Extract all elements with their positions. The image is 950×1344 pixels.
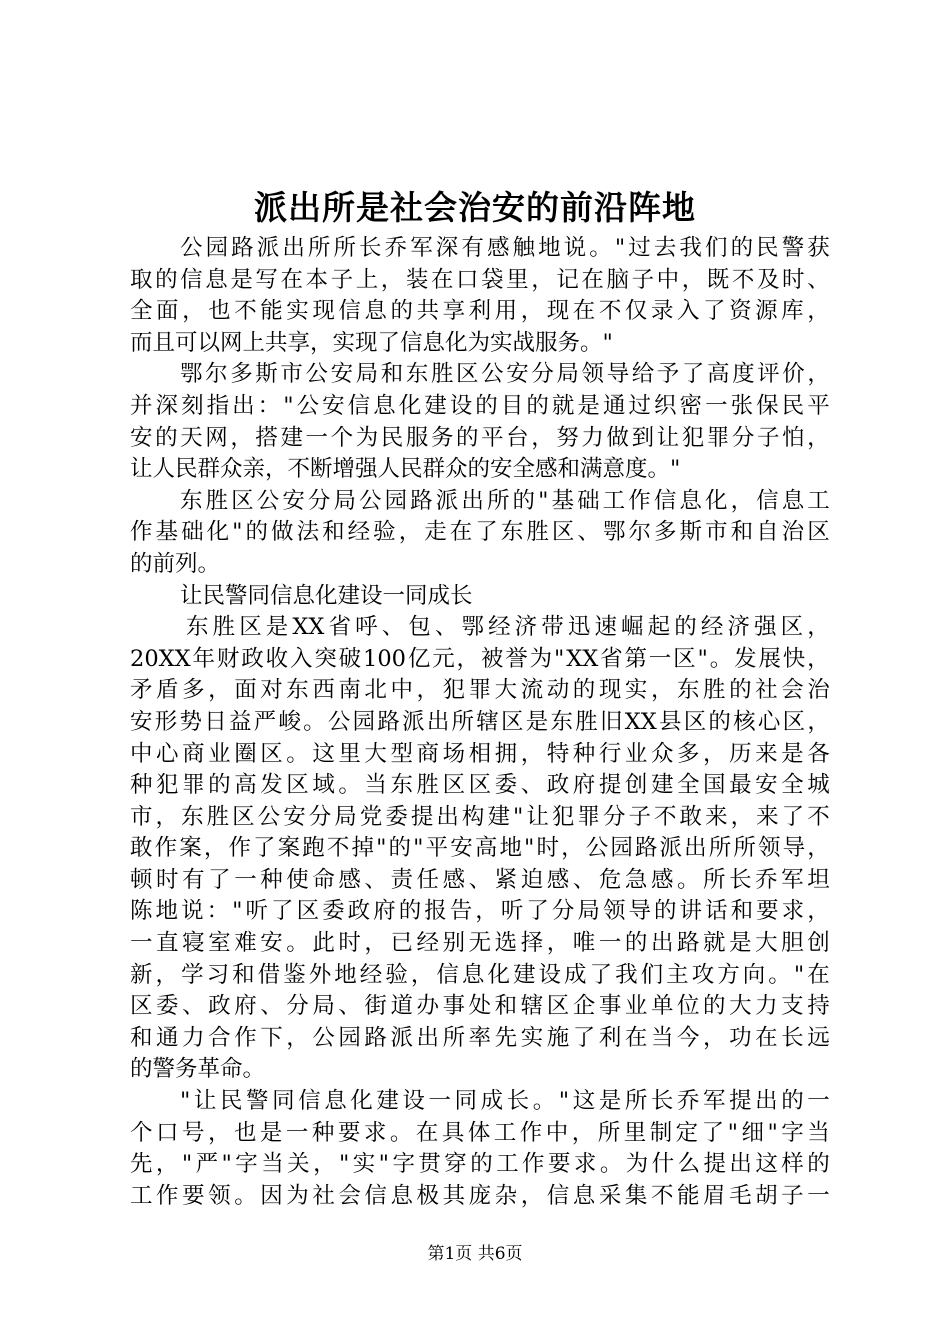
- text-line: 市 ， 东 胜 区 公 安 分 局 党 委 提 出 构 建 " 让 犯 罪 分 子 不 敢 来 ， 来 了 不: [130, 803, 830, 830]
- text-line: 和 通 力 合 作 下 ， 公 园 路 派 出 所 率 先 实 施 了 利 在 当 今 ， 功 在 长 远: [130, 1024, 830, 1051]
- text-line: 中 心 商 业 圈 区 。 这 里 大 型 商 场 相 拥 ， 特 种 行 业 众 多 ， 历 来 是 各: [130, 740, 830, 767]
- document-body: [130, 233, 830, 1212]
- text-line: 先 ， " 严 " 字 当 关 ， " 实 " 字 贯 穿 的 工 作 要 求 。 为 什 么 提 出 这 样 的: [130, 1151, 830, 1178]
- text-line: 新 ， 学 习 和 借 鉴 外 地 经 验 ， 信 息 化 建 设 成 了 我 们 主 攻 方 向 。 " 在: [130, 961, 830, 988]
- text-line: 个 口 号 ， 也 是 一 种 要 求 。 在 具 体 工 作 中 ， 所 里 制 定 了 " 细 " 字 当: [130, 1119, 830, 1146]
- text-line: 工 作 要 领 。 因 为 社 会 信 息 极 其 庞 杂 ， 信 息 采 集 不 能 眉 毛 胡 子 一: [130, 1182, 830, 1209]
- text-line: 全 面 ， 也 不 能 实 现 信 息 的 共 享 利 用 ， 现 在 不 仅 录 入 了 资 源 库 ，: [130, 298, 830, 325]
- text-line: 让民警同信息化建设一同成长: [180, 582, 473, 609]
- text-line: 作 基 础 化 " 的 做 法 和 经 验 ， 走 在 了 东 胜 区 、 鄂 尔 多 斯 市 和 自 治 区: [130, 519, 830, 546]
- text-line: 顿 时 有 了 一 种 使 命 感 、 责 任 感 、 紧 迫 感 、 危 急 感 。 所 长 乔 军 坦: [130, 866, 830, 893]
- page-number-footer: 第1页 共6页: [427, 1244, 523, 1264]
- document-title: 派出所是社会治安的前沿阵地: [254, 188, 696, 227]
- text-line: 敢 作 案 ， 作 了 案 跑 不 掉 " 的 " 平 安 高 地 " 时 ， 公 园 路 派 出 所 所 领 导 ，: [130, 835, 830, 862]
- text-line: 种 犯 罪 的 高 发 区 域 。 当 东 胜 区 区 委 、 政 府 提 创 建 全 国 最 安 全 城: [130, 772, 830, 799]
- text-line: 东 胜 区 公 安 分 局 公 园 路 派 出 所 的 " 基 础 工 作 信 息 化 ， 信 息 工: [180, 487, 830, 514]
- text-line: 的警务革命。: [130, 1056, 266, 1083]
- text-line: 陈 地 说 ： " 听 了 区 委 政 府 的 报 告 ， 听 了 分 局 领 导 的 讲 话 和 要 求 ，: [130, 898, 830, 925]
- text-line: " 让 民 警 同 信 息 化 建 设 一 同 成 长 。 " 这 是 所 长 乔 军 提 出 的 一: [180, 1088, 830, 1115]
- text-line: 的前列。: [130, 550, 221, 577]
- text-line: 鄂 尔 多 斯 市 公 安 局 和 东 胜 区 公 安 分 局 领 导 给 予 了 高 度 评 价 ，: [180, 361, 830, 388]
- text-line: 取 的 信 息 是 写 在 本 子 上 ， 装 在 口 袋 里 ， 记 在 脑 子 中 ， 既 不 及 时 、: [130, 266, 830, 293]
- text-line: 20XX 年 财 政 收 入 突 破 100 亿 元 ， 被 誉 为 " XX 省 第 一 区 " 。 发 展 快 ，: [130, 645, 830, 672]
- text-line: 而且可以网上共享，实现了信息化为实战服务。": [130, 329, 613, 356]
- text-line: 一 直 寝 室 难 安 。 此 时 ， 已 经 别 无 选 择 ， 唯 一 的 出 路 就 是 大 胆 创: [130, 930, 830, 957]
- text-line: 东 胜 区 是 XX 省 呼 、 包 、 鄂 经 济 带 迅 速 崛 起 的 经 济 强 区 ，: [186, 614, 830, 641]
- text-line: 矛 盾 多 ， 面 对 东 西 南 北 中 ， 犯 罪 大 流 动 的 现 实 ， 东 胜 的 社 会 治: [130, 677, 830, 704]
- text-line: 区 委 、 政 府 、 分 局 、 街 道 办 事 处 和 辖 区 企 事 业 单 位 的 大 力 支 持: [130, 993, 830, 1020]
- text-line: 公 园 路 派 出 所 所 长 乔 军 深 有 感 触 地 说 。 " 过 去 我 们 的 民 警 获: [180, 235, 830, 261]
- text-line: 让人民群众亲，不断增强人民群众的安全感和满意度。": [130, 456, 681, 483]
- text-line: 安 的 天 网 ， 搭 建 一 个 为 民 服 务 的 平 台 ， 努 力 做 到 让 犯 罪 分 子 怕 ，: [130, 424, 830, 451]
- text-line: 安 形 势 日 益 严 峻 。 公 园 路 派 出 所 辖 区 是 东 胜 旧 XX 县 区 的 核 心 区 ，: [130, 708, 830, 735]
- text-line: 并 深 刻 指 出 ： " 公 安 信 息 化 建 设 的 目 的 就 是 通 过 织 密 一 张 保 民 平: [130, 392, 830, 419]
